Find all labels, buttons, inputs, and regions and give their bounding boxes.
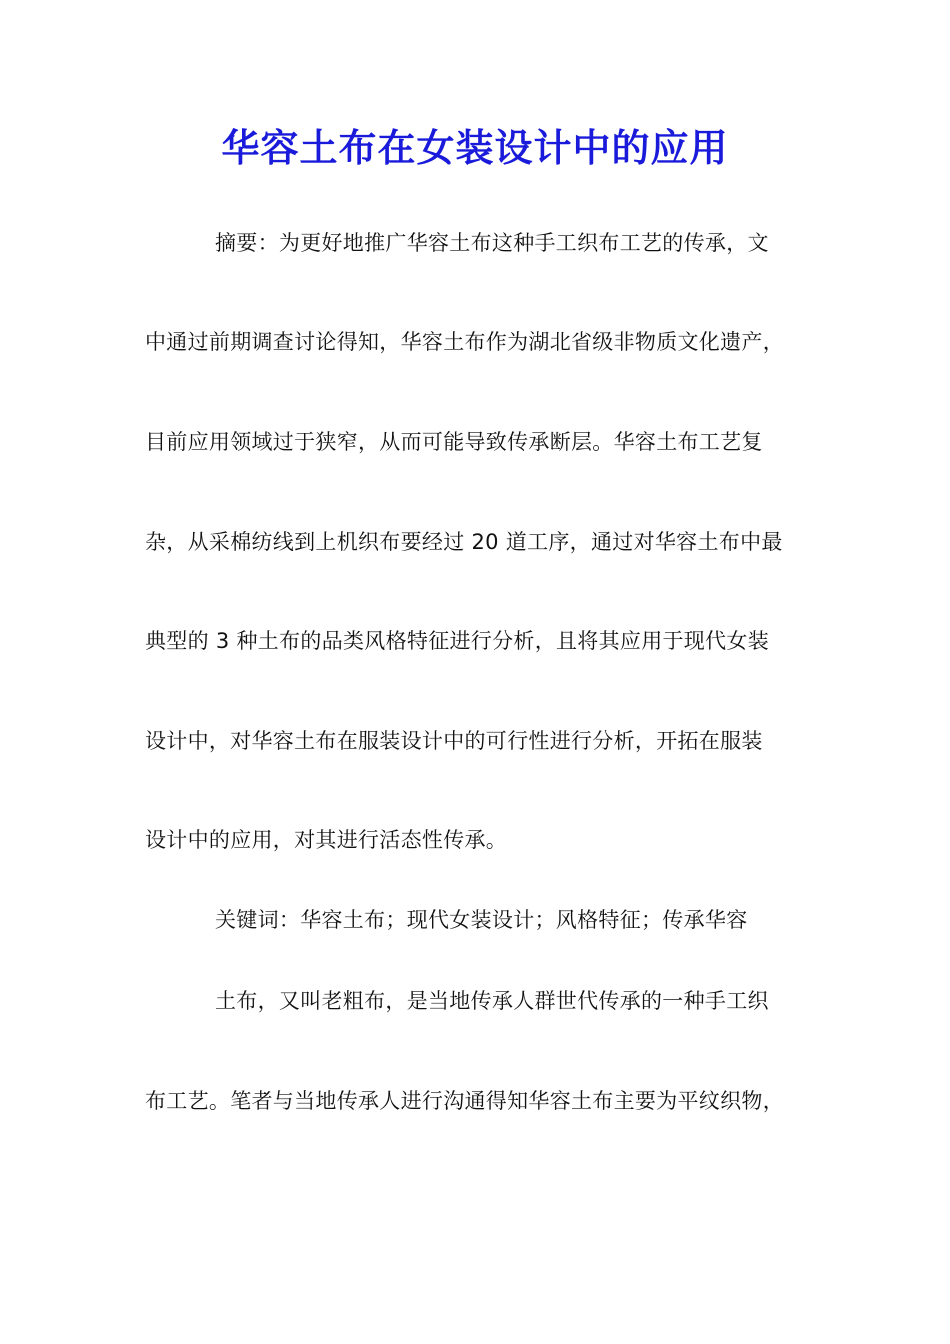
abstract-line-6: 设计中，对华容土布在服装设计中的可行性进行分析，开拓在服装: [145, 729, 763, 753]
body-line-2: 布工艺。笔者与当地传承人进行沟通得知华容土布主要为平纹织物，: [145, 1089, 784, 1113]
abstract-line-7: 设计中的应用，对其进行活态性传承。: [145, 828, 508, 852]
document-title: 华容土布在女装设计中的应用: [221, 125, 729, 170]
abstract-line-4: 杂，从采棉纺线到上机织布要经过 20 道工序，通过对华容土布中最: [145, 530, 783, 554]
keywords-line: 关键词：华容土布；现代女装设计；风格特征；传承华容: [215, 908, 748, 932]
abstract-line-2: 中通过前期调查讨论得知，华容土布作为湖北省级非物质文化遗产，: [145, 330, 784, 354]
abstract-line-5: 典型的 3 种土布的品类风格特征进行分析，且将其应用于现代女装: [145, 629, 770, 653]
abstract-line-3: 目前应用领域过于狭窄，从而可能导致传承断层。华容土布工艺复: [145, 430, 763, 454]
body-line-1: 土布，又叫老粗布，是当地传承人群世代传承的一种手工织: [215, 989, 769, 1013]
abstract-line-1: 摘要：为更好地推广华容土布这种手工织布工艺的传承，文: [215, 231, 769, 255]
